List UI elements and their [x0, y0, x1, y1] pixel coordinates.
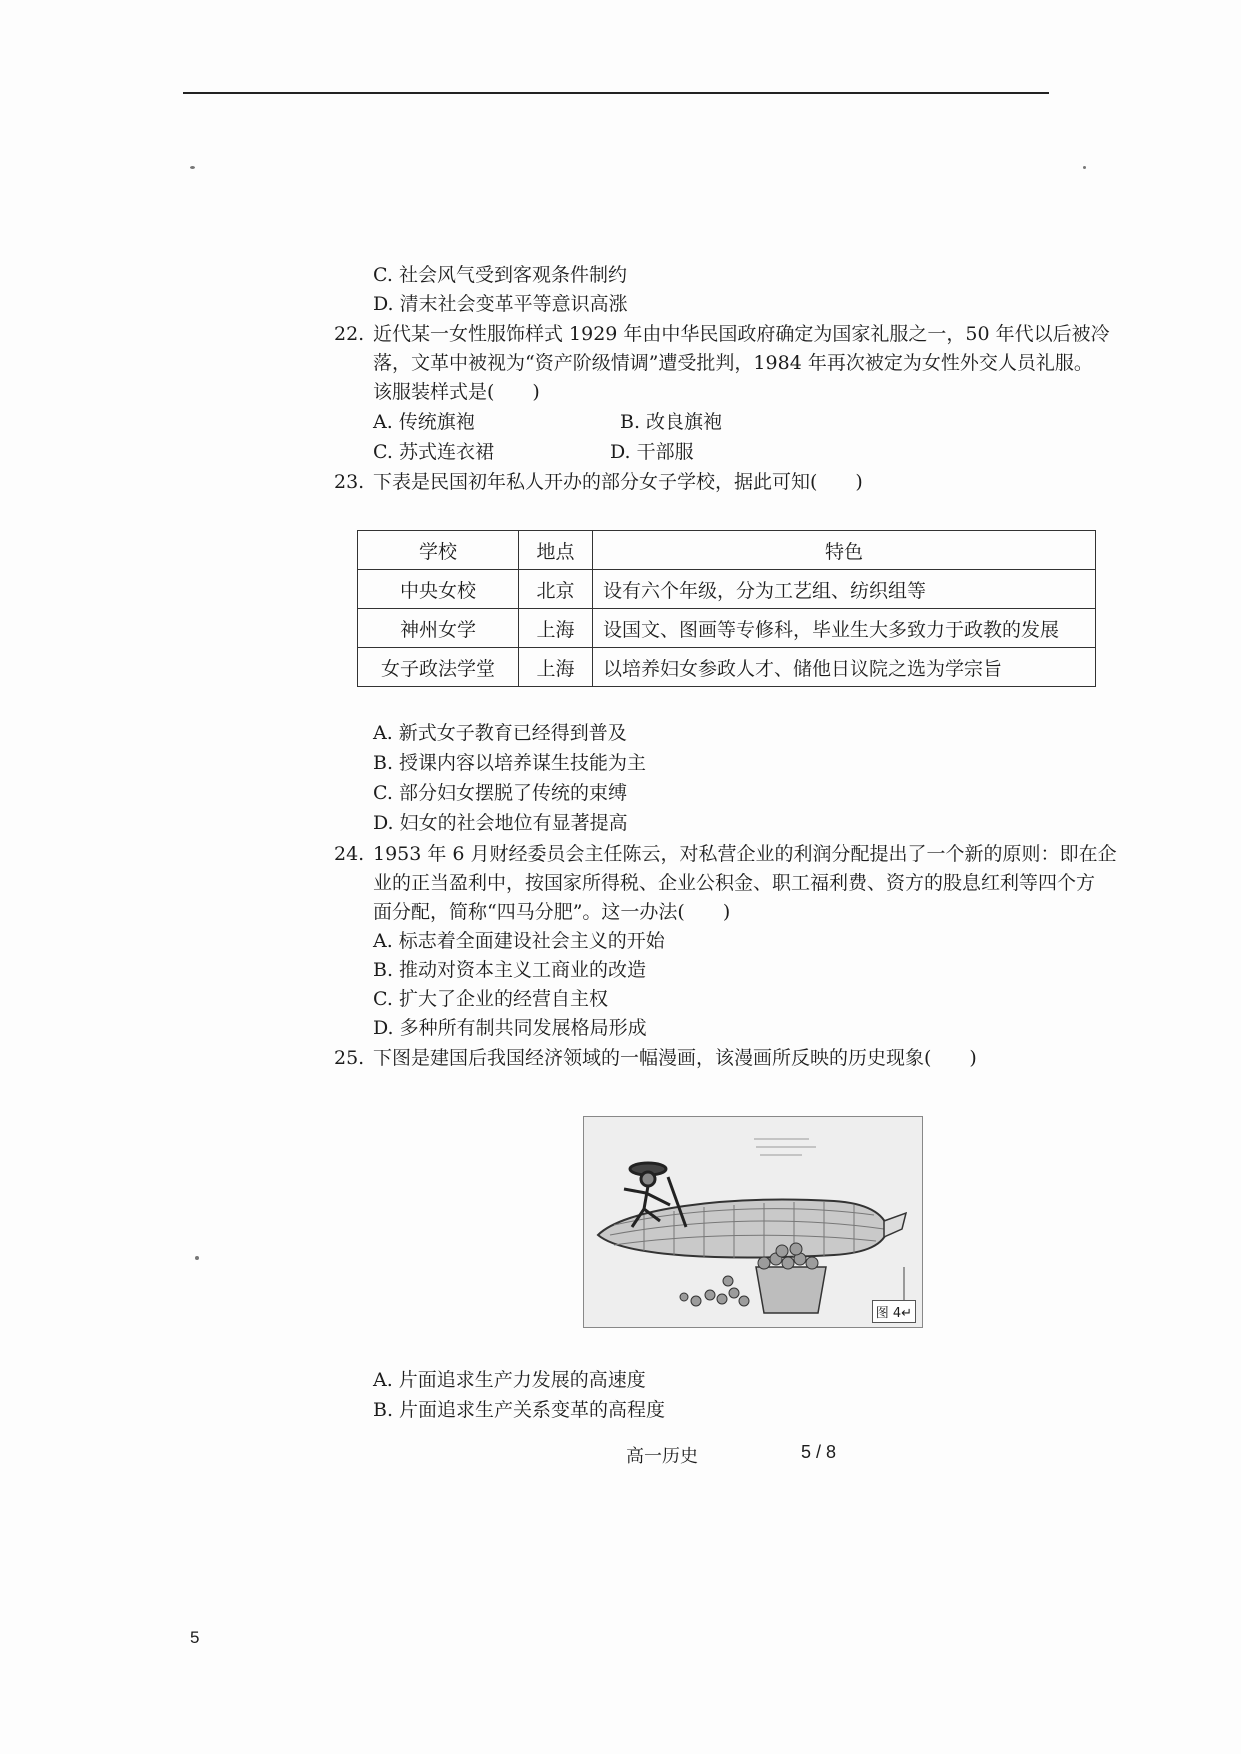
q24-option-c: C. 扩大了企业的经营自主权 [373, 988, 608, 1010]
table-row [358, 609, 1096, 648]
q24-option-b: B. 推动对资本主义工商业的改造 [373, 959, 647, 981]
q24-stem-line1: 1953 年 6 月财经委员会主任陈云，对私营企业的利润分配提出了一个新的原则：即在企 [373, 843, 1117, 865]
q24-number: 24. [334, 843, 365, 865]
q23-option-b: B. 授课内容以培养谋生技能为主 [373, 752, 647, 774]
cell-location: 上海 [519, 648, 593, 687]
cell-school: 女子政法学堂 [358, 648, 519, 687]
q21-option-d: D. 清末社会变革平等意识高涨 [373, 293, 628, 315]
q22-number: 22. [334, 323, 365, 345]
q23-number: 23. [334, 471, 365, 493]
q24-option-a: A. 标志着全面建设社会主义的开始 [373, 930, 665, 952]
cell-school: 中央女校 [358, 570, 519, 609]
corn-cartoon-drawing [584, 1117, 922, 1327]
cell-school: 神州女学 [358, 609, 519, 648]
table-row [358, 648, 1096, 687]
header-rule [183, 92, 1049, 94]
header-location: 地点 [519, 531, 593, 570]
footer-subject: 高一历史 [626, 1446, 698, 1467]
footer-page: 5 / 8 [801, 1442, 837, 1462]
scan-speck [1083, 166, 1086, 169]
q22-stem-line3: 该服装样式是( ) [373, 381, 540, 403]
figure-label: 图 4↵ [872, 1300, 916, 1323]
cell-location: 上海 [519, 609, 593, 648]
q23-stem: 下表是民国初年私人开办的部分女子学校，据此可知( ) [373, 471, 863, 493]
q25-stem: 下图是建国后我国经济领域的一幅漫画，该漫画所反映的历史现象( ) [373, 1047, 977, 1069]
corn-cartoon [583, 1116, 923, 1328]
scan-speck [190, 166, 195, 169]
q23-option-c: C. 部分妇女摆脱了传统的束缚 [373, 782, 627, 804]
header-feature: 特色 [593, 531, 1096, 570]
q21-option-c: C. 社会风气受到客观条件制约 [373, 264, 627, 286]
table-header-row [358, 531, 1096, 570]
table-row [358, 570, 1096, 609]
q24-option-d: D. 多种所有制共同发展格局形成 [373, 1017, 647, 1039]
page-number: 5 [190, 1628, 200, 1647]
scan-speck [195, 1256, 199, 1260]
q25-option-a: A. 片面追求生产力发展的高速度 [373, 1369, 646, 1391]
q22-stem-line1: 近代某一女性服饰样式 1929 年由中华民国政府确定为国家礼服之一，50 年代以后被冷 [373, 323, 1110, 345]
cell-feature: 设有六个年级，分为工艺组、纺织组等 [593, 570, 1096, 609]
q24-stem-line3: 面分配，简称“四马分肥”。这一办法( ) [373, 901, 731, 923]
q22-stem-line2: 落，文革中被视为“资产阶级情调”遭受批判，1984 年再次被定为女性外交人员礼服。 [373, 352, 1093, 374]
q22-option-b: B. 改良旗袍 [620, 411, 723, 433]
q23-option-d: D. 妇女的社会地位有显著提高 [373, 812, 628, 834]
cell-feature: 以培养妇女参政人才、储他日议院之选为学宗旨 [593, 648, 1096, 687]
q25-number: 25. [334, 1047, 365, 1069]
q23-option-a: A. 新式女子教育已经得到普及 [373, 722, 627, 744]
q22-option-d: D. 干部服 [610, 441, 694, 463]
q22-option-a: A. 传统旗袍 [373, 411, 475, 433]
schools-table [357, 530, 1096, 687]
header-school: 学校 [358, 531, 519, 570]
cell-location: 北京 [519, 570, 593, 609]
q24-stem-line2: 业的正当盈利中，按国家所得税、企业公积金、职工福利费、资方的股息红利等四个方 [373, 872, 1096, 894]
q22-option-c: C. 苏式连衣裙 [373, 441, 494, 463]
cell-feature: 设国文、图画等专修科，毕业生大多致力于政教的发展 [593, 609, 1096, 648]
q25-option-b: B. 片面追求生产关系变革的高程度 [373, 1399, 666, 1421]
